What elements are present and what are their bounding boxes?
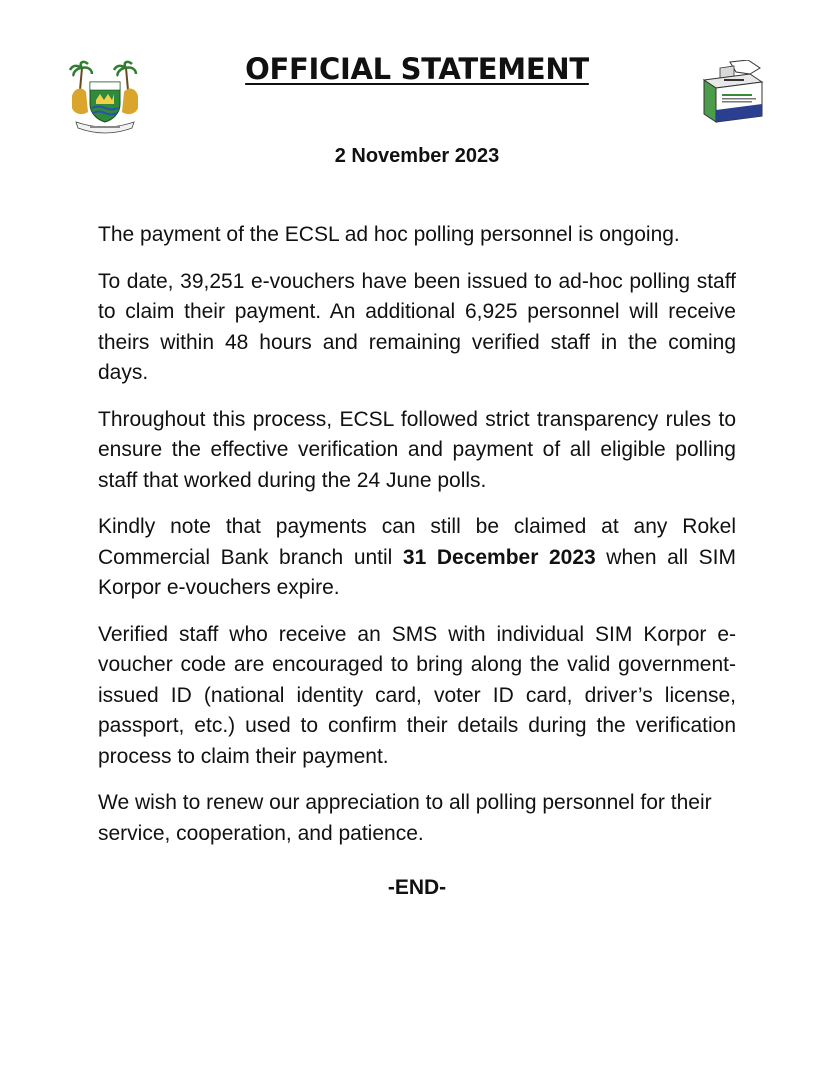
paragraph-payment-ongoing: The payment of the ECSL ad hoc polling personnel is ongoing. <box>98 223 680 246</box>
paragraph-evouchers-issued: To date, 39,251 e-vouchers have been issued to ad-hoc polling staff to claim their payment. An additional 6,925 personnel will receive theirs within 48 hours and remaining verified staff in the coming days. <box>98 269 736 384</box>
paragraph-transparency: Throughout this process, ECSL followed strict transparency rules to ensure the effective verification and payment of all eligible polling staff that worked during the 24 June polls. <box>98 407 736 492</box>
title-text: OFFICIAL STATEMENT <box>245 52 589 86</box>
paragraph-appreciation: We wish to renew our appreciation to all polling personnel for their service, cooperation, and patience. <box>98 791 712 845</box>
paragraph-claim-deadline <box>98 512 736 604</box>
statement-body <box>98 220 736 865</box>
claim-deadline-text-end: when all SIM Korpor e-vouchers expire. <box>98 545 736 599</box>
claim-deadline-text-start: Kindly note that payments can still be claimed at any Rokel Commercial Bank branch until <box>98 515 736 569</box>
end-marker: -END- <box>387 876 447 899</box>
page-title <box>0 52 834 86</box>
statement-date: 2 November 2023 <box>334 145 500 167</box>
paragraph-id-requirements: Verified staff who receive an SMS with individual SIM Korpor e-voucher code are encouraged to bring along the valid government-issued ID (national identity card, voter ID card, driver’s license, passport, etc.) used to confirm their details during the verification process to claim their payment. <box>98 622 736 768</box>
claim-deadline-date: 31 December 2023 <box>402 545 596 569</box>
